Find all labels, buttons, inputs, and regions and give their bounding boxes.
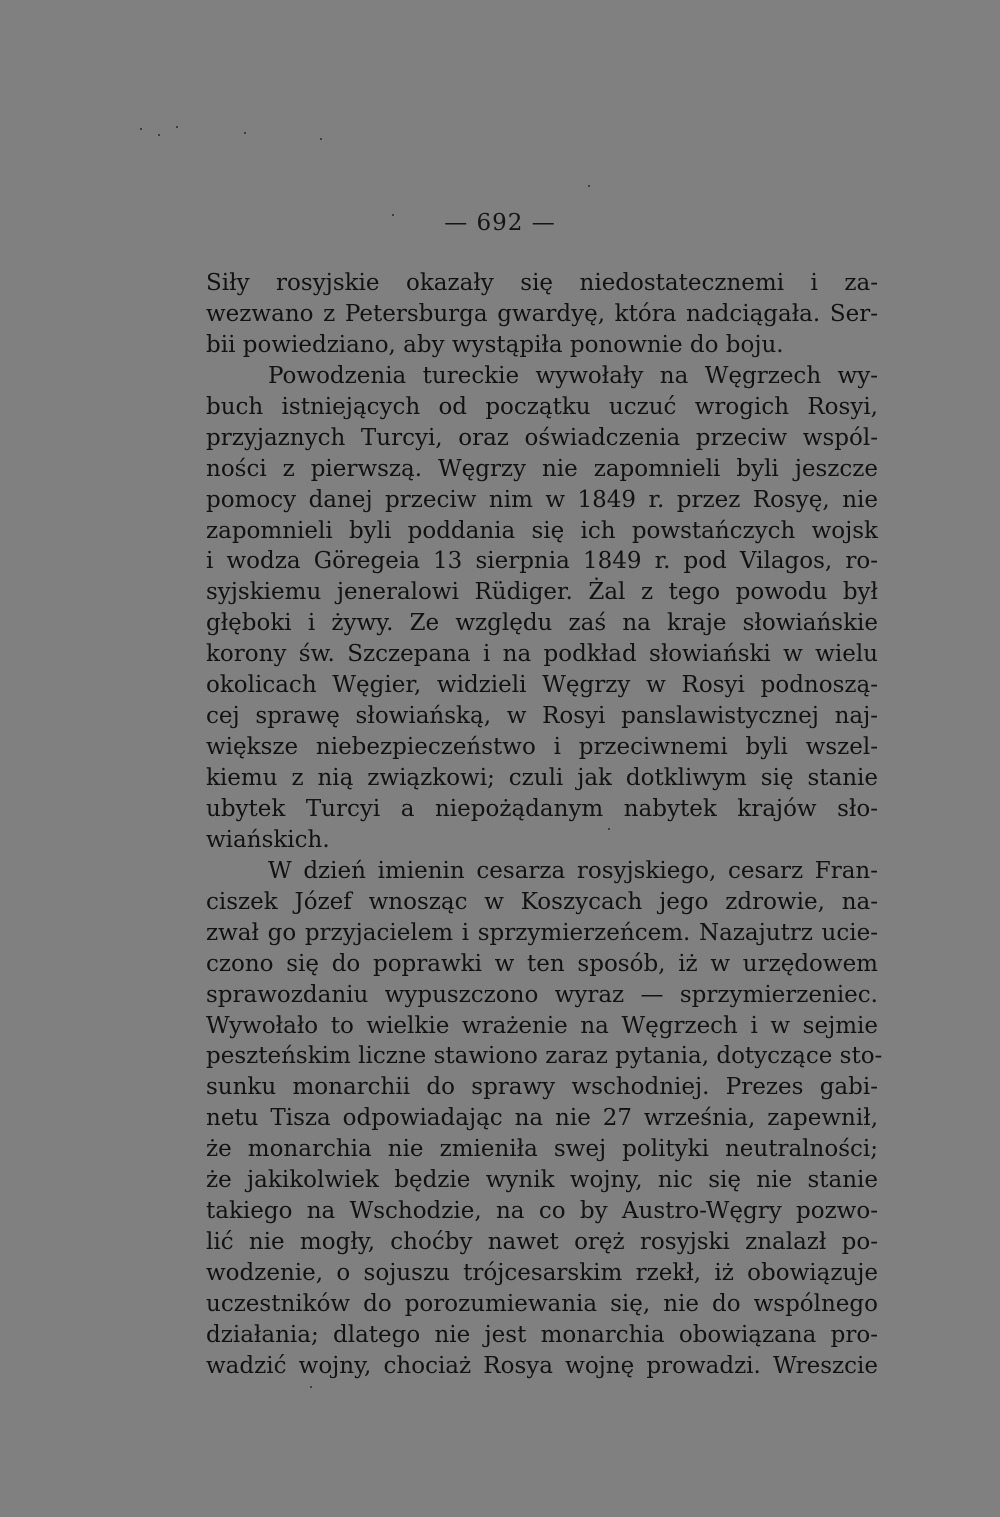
text-line: ciszek Józef wnosząc w Koszycach jego zdrowie, na- — [206, 888, 878, 915]
text-line: zwał go przyjacielem i sprzymierzeńcem. Nazajutrz ucie- — [206, 919, 878, 946]
scan-speck — [310, 1386, 312, 1388]
text-line: sprawozdaniu wypuszczono wyraz — sprzymierzeniec. — [206, 981, 878, 1008]
text-line: sunku monarchii do sprawy wschodniej. Prezes gabi- — [206, 1074, 878, 1101]
text-line: wiańskich. — [206, 826, 330, 853]
text-line: lić nie mogły, choćby nawet oręż rosyjski znalazł po- — [206, 1229, 878, 1256]
scan-speck — [158, 134, 160, 136]
text-line: Wywołało to wielkie wrażenie na Węgrzech i w sejmie — [206, 1012, 878, 1039]
text-line: bii powiedziano, aby wystąpiła ponownie do boju. — [206, 331, 784, 358]
text-line: że monarchia nie zmieniła swej polityki neutralności; — [206, 1136, 878, 1163]
text-line: wadzić wojny, chociaż Rosya wojnę prowadzi. Wreszcie — [206, 1352, 878, 1379]
scan-speck — [608, 828, 610, 830]
text-line: ubytek Turcyi a niepożądanym nabytek krajów sło- — [206, 795, 878, 822]
text-line: głęboki i żywy. Ze względu zaś na kraje słowiańskie — [206, 610, 878, 637]
text-line: buch istniejących od początku uczuć wrogich Rosyi, — [206, 393, 878, 420]
text-line: syjskiemu jeneralowi Rüdiger. Żal z tego powodu był — [206, 579, 878, 606]
text-line: że jakikolwiek będzie wynik wojny, nic się nie stanie — [206, 1167, 878, 1194]
text-line: działania; dlatego nie jest monarchia obowiązana pro- — [206, 1321, 878, 1348]
page-number: — 692 — — [444, 210, 556, 236]
text-line: W dzień imienin cesarza rosyjskiego, cesarz Fran- — [268, 857, 878, 884]
text-line: korony św. Szczepana i na podkład słowiański w wielu — [206, 641, 878, 668]
text-line: większe niebezpieczeństwo i przeciwnemi byli wszel- — [206, 734, 878, 761]
text-line: wezwano z Petersburga gwardyę, która nadciągała. Ser- — [206, 300, 878, 327]
scan-speck — [176, 126, 178, 128]
text-line: ności z pierwszą. Węgrzy nie zapomnieli byli jeszcze — [206, 455, 878, 482]
text-line: peszteńskim liczne stawiono zaraz pytania, dotyczące sto- — [206, 1043, 883, 1070]
scan-speck — [320, 138, 322, 140]
scan-speck — [588, 185, 590, 187]
text-line: netu Tisza odpowiadając na nie 27 września, zapewnił, — [206, 1105, 878, 1132]
scan-speck — [244, 132, 246, 134]
text-line: Siły rosyjskie okazały się niedostatecznemi i za- — [206, 270, 878, 296]
text-line: zapomnieli byli poddania się ich powstańczych wojsk — [206, 517, 878, 544]
text-line: okolicach Węgier, widzieli Węgrzy w Rosyi podnoszą- — [206, 672, 878, 699]
text-line: takiego na Wschodzie, na co by Austro-Węgry pozwo- — [206, 1198, 878, 1225]
text-line: przyjaznych Turcyi, oraz oświadczenia przeciw wspól- — [206, 424, 878, 451]
scan-speck — [392, 214, 394, 216]
text-line: i wodza Göregeia 13 sierpnia 1849 r. pod Vilagos, ro- — [206, 548, 878, 575]
text-line: wodzenie, o sojuszu trójcesarskim rzekł, iż obowiązuje — [206, 1260, 878, 1286]
text-line: cej sprawę słowiańską, w Rosyi panslawistycznej naj- — [206, 703, 878, 730]
text-line: Powodzenia tureckie wywołały na Węgrzech wy- — [268, 362, 878, 389]
scan-speck — [140, 128, 142, 130]
body-text — [206, 268, 883, 1382]
text-line: czono się do poprawki w ten sposób, iż w urzędowem — [206, 950, 878, 977]
text-line: kiemu z nią związkowi; czuli jak dotkliwym się stanie — [206, 765, 878, 791]
text-line: pomocy danej przeciw nim w 1849 r. przez Rosyę, nie — [206, 486, 878, 513]
text-line: uczestników do porozumiewania się, nie do wspólnego — [206, 1290, 878, 1317]
